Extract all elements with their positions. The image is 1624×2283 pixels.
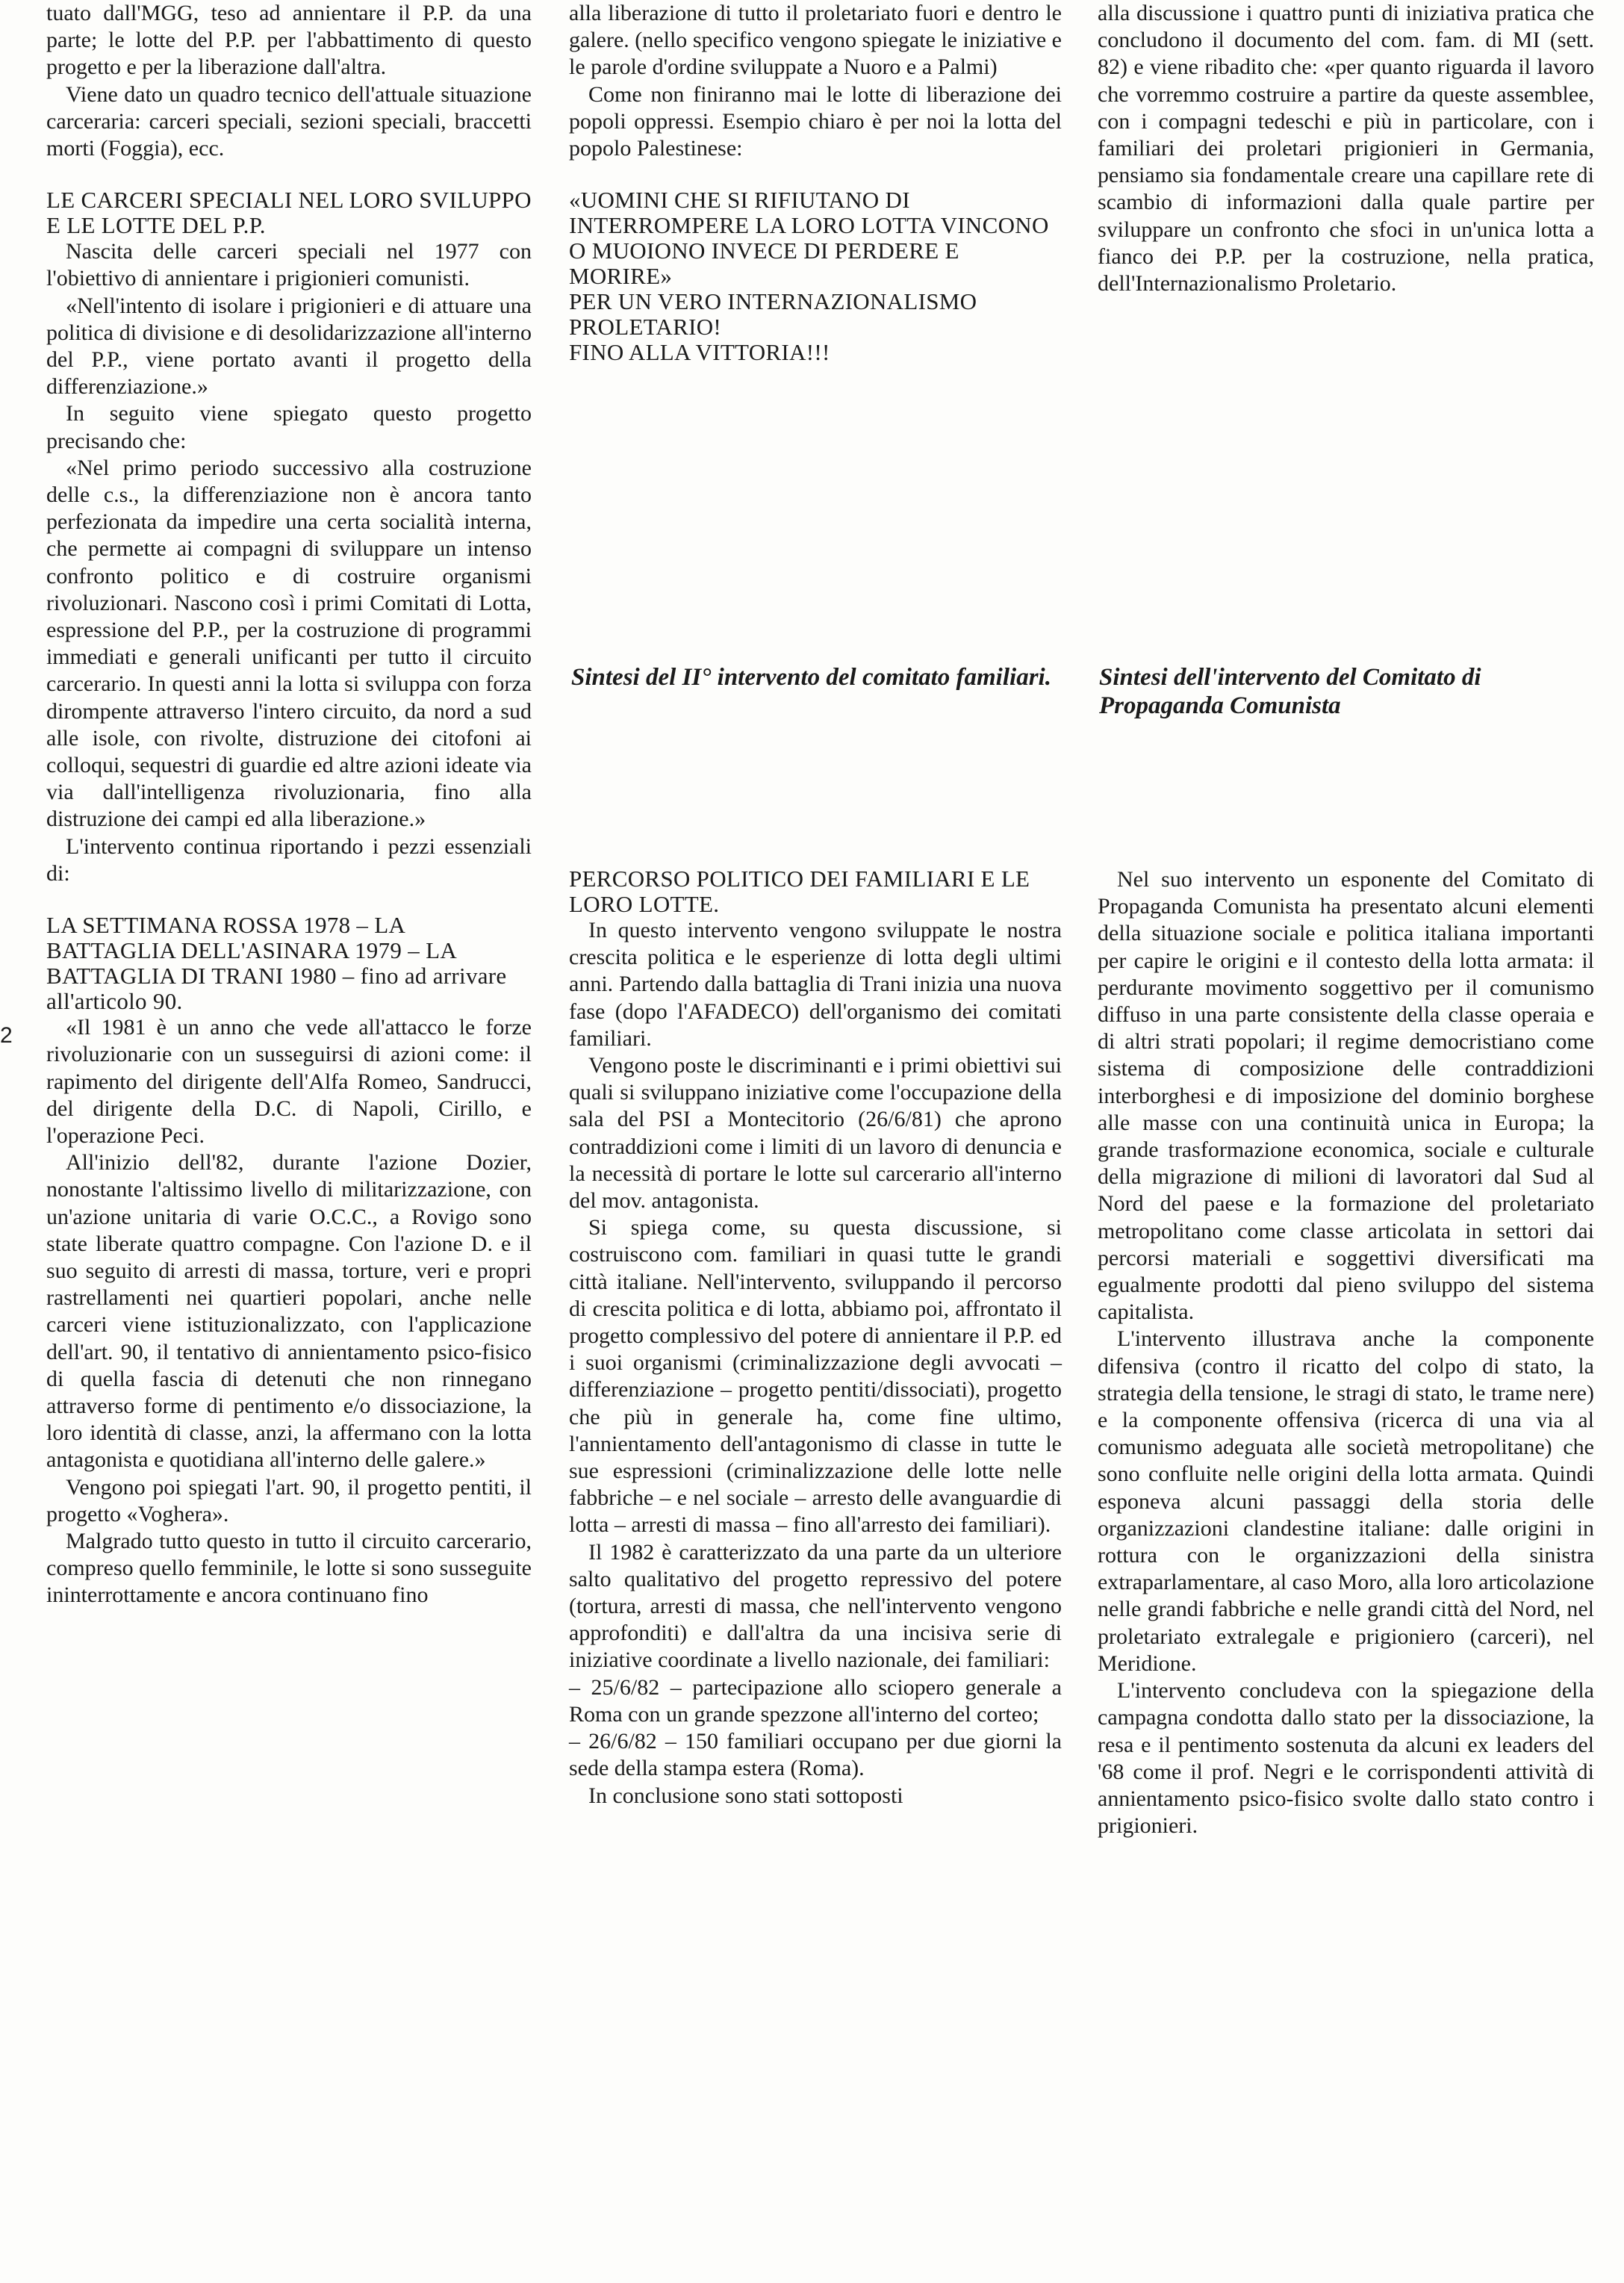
column-3-bottom (1098, 866, 1594, 1839)
paragraph: tuato dall'MGG, teso ad annientare il P.P. da una parte; le lotte del P.P. per l'abbattimento di questo progetto e per la liberazione dall'altra. (46, 1, 532, 80)
paragraph: Si spiega come, su questa discussione, si costruiscono com. familiari in quasi tutte le grandi città italiane. Nell'intervento, sviluppando il percorso di crescita politica e di lotta, abbiamo poi, affrontato il progetto complessivo del potere di annientare il P.P. ed i suoi organismi (criminalizzazione degli avvocati – differenziazione – progetto pentiti/dissociati), progetto che più in generale ha, come fine ultimo, l'annientamento dell'antagonismo di classe in tutte le sue espressioni (criminalizzazione delle lotte nelle fabbriche – e nel sociale – arresto delle avanguardie di lotta – arresti di massa – fino all'arresto dei familiari). (569, 1215, 1062, 1538)
paragraph: «Il 1981 è un anno che vede all'attacco le forze rivoluzionarie con un susseguirsi di azioni come: il rapimento del dirigente dell'Alfa Romeo, Sandrucci, del dirigente della D.C. di Napoli, Cirillo, e l'operazione Peci. (46, 1015, 532, 1148)
section-heading: LE CARCERI SPECIALI NEL LORO SVILUPPO E LE LOTTE DEL P.P. (46, 187, 532, 239)
paragraph: Nel suo intervento un esponente del Comitato di Propaganda Comunista ha presentato alcuni elementi della situazione sociale e politica italiana importanti per capire le origini e il contesto della lotta armata: il perdurante movimento soggettivo per il comunismo diffuso in una parte consistente della classe operaia e di altri strati popolari; il regime democristiano come sistema di composizione delle contraddizioni interborghesi e di imposizione del dominio borghese alle masse con una continuità unica in Europa; la grande trasformazione economica, sociale e culturale della migrazione di milioni di lavoratori dal Sud al Nord del paese e la formazione del proletariato metropolitano come classe articolata in settori dai percorsi materiali e soggettivi diversificati ma egualmente prodotti dal pieno sviluppo del sistema capitalista. (1098, 867, 1594, 1325)
paragraph: Come non finiranno mai le lotte di liberazione dei popoli oppressi. Esempio chiaro è per noi la lotta del popolo Palestinese: (569, 81, 1062, 161)
paragraph: Malgrado tutto questo in tutto il circuito carcerario, compreso quello femminile, le lotte si sono susseguite ininterrottamente e ancora continuano fino (46, 1528, 532, 1608)
paragraph: Vengono poste le discriminanti e i primi obiettivi sui quali si sviluppano iniziative come l'occupazione della sala del PSI a Montecitorio (26/6/81) che aprono contraddizioni come i limiti di un lavoro di denuncia e la necessità di portare le lotte sul carcerario all'interno del mov. antagonista. (569, 1053, 1062, 1214)
column-1 (46, 0, 532, 1609)
paragraph: L'intervento continua riportando i pezzi essenziali di: (46, 833, 532, 886)
paragraph: Vengono poi spiegati l'art. 90, il progetto pentiti, il progetto «Voghera». (46, 1474, 532, 1526)
column-2-bottom (569, 866, 1062, 1810)
paragraph: Il 1982 è caratterizzato da una parte da un ulteriore salto qualitativo del progetto repressivo del potere (tortura, arresti di massa, che nell'intervento vengono approfonditi) e dall'altra da una incisiva serie di iniziative coordinate a livello nazionale, dei familiari: (569, 1539, 1062, 1673)
paragraph: Viene dato un quadro tecnico dell'attuale situazione carceraria: carceri speciali, sezioni speciali, braccetti morti (Foggia), ecc. (46, 81, 532, 161)
column-2-top (569, 0, 1062, 365)
section-heading: LA SETTIMANA ROSSA 1978 – LA BATTAGLIA DELL'ASINARA 1979 – LA BATTAGLIA DI TRANI 1980 – fino ad arrivare all'articolo 90. (46, 912, 507, 1015)
paragraph: In questo intervento vengono sviluppate le nostra crescita politica e le esperienze di lotta degli ultimi anni. Partendo dalla battaglia di Trani inizia una nuova fase (dopo l'AFADECO) dell'organismo dei comitati familiari. (569, 918, 1062, 1051)
page-number: 2 (0, 1023, 13, 1048)
slogan: «UOMINI CHE SI RIFIUTANO DI INTERROMPERE LA LORO LOTTA VINCONO O MUOIONO INVECE DI PERDERE E MORIRE» (569, 187, 1049, 290)
paragraph: – 26/6/82 – 150 familiari occupano per due giorni la sede della stampa estera (Roma). (569, 1729, 1062, 1781)
paragraph: All'inizio dell'82, durante l'azione Dozier, nonostante l'altissimo livello di militarizzazione, con un'azione unitaria di varie O.C.C., a Rovigo sono state liberate quattro compagne. Con l'azione D. e il suo seguito di arresti di massa, torture, veri e propri rastrellamenti nei quartieri popolari, anche nelle carceri viene istituzionalizzato, con l'applicazione dell'art. 90, il tentativo di annientamento psico-fisico di quella fascia di detenuti che non rinnegano attraverso forme di pentimento e/o dissociazione, la loro identità di classe, anzi, la affermano con la lotta antagonista e quotidiana all'interno delle galere.» (46, 1150, 532, 1473)
paragraph: «Nel primo periodo successivo alla costruzione delle c.s., la differenziazione non è ancora tanto perfezionata da impedire una certa socialità interna, che permette ai compagni di sviluppare un intenso confronto politico e di costruire organismi rivoluzionari. Nascono così i primi Comitati di Lotta, espressione del P.P., per la costruzione di programmi immediati e generali unificanti per tutto il circuito carcerario. In questi anni la lotta si sviluppa con forza dirompente attraverso l'intero circuito, da nord a sud alle isole, con rivolte, distruzione dei citofoni ai colloqui, sequestri di guardie ed altre azioni ideate via via dall'intelligenza rivoluzionaria, fino alla distruzione dei campi ed alla liberazione.» (46, 455, 532, 832)
section-title-propaganda: Sintesi dell'intervento del Comitato di Propaganda Comunista (1099, 664, 1481, 719)
paragraph: In seguito viene spiegato questo progetto precisando che: (46, 401, 532, 453)
paragraph: L'intervento illustrava anche la componente difensiva (contro il ricatto del colpo di stato, la strategia della tensione, le stragi di stato, le trame nere) e la componente offensiva (ricerca di una via al comunismo adeguata alle società metropolitane) che sono confluite nelle origini della lotta armata. Quindi esponeva alcuni passaggi della storia delle organizzazioni clandestine italiane: dalle origini in rottura con le organizzazioni della sinistra extraparlamentare, al caso Moro, alla loro articolazione nelle grandi fabbriche e nelle grandi città del Nord, nel proletariato extralegale e prigioniero (carceri), nel Meridione. (1098, 1326, 1594, 1676)
section-heading: PERCORSO POLITICO DEI FAMILIARI E LE LORO LOTTE. (569, 866, 1030, 917)
paragraph: «Nell'intento di isolare i prigionieri e di attuare una politica di divisione e di desolidarizzazione all'interno del P.P., viene portato avanti il progetto della differenziazione.» (46, 293, 532, 400)
slogan: FINO ALLA VITTORIA!!! (569, 339, 830, 366)
paragraph: alla liberazione di tutto il proletariato fuori e dentro le galere. (nello specifico vengono spiegate le iniziative e le parole d'ordine sviluppate a Nuoro e a Palmi) (569, 1, 1062, 80)
paragraph: Nascita delle carceri speciali nel 1977 con l'obiettivo di annientare i prigionieri comunisti. (46, 239, 532, 291)
paragraph: – 25/6/82 – partecipazione allo sciopero generale a Roma con un grande spezzone all'interno del corteo; (569, 1674, 1062, 1727)
section-title-familiari: Sintesi del II° intervento del comitato familiari. (571, 664, 1051, 691)
paragraph: L'intervento concludeva con la spiegazione della campagna condotta dallo stato per la dissociazione, la resa e il pentimento sostenuta da alcuni ex leaders del '68 come il prof. Negri e le corrispondenti attività di annientamento psico-fisico svolte dallo stato contro i prigionieri. (1098, 1678, 1594, 1839)
slogan: PER UN VERO INTERNAZIONALISMO PROLETARIO! (569, 288, 977, 341)
column-3-top (1098, 0, 1594, 297)
paragraph: In conclusione sono stati sottoposti (588, 1783, 903, 1808)
paragraph: alla discussione i quattro punti di iniziativa pratica che concludono il documento del com. fam. di MI (sett. 82) e viene ribadito che: «per quanto riguarda il lavoro che vorremmo costruire a partire da queste assemblee, con i compagni tedeschi e più in particolare, con i familiari dei proletari prigionieri in Germania, pensiamo sia fondamentale creare una capillare rete di scambio di informazioni dalla quale partire per sviluppare un confronto che sfoci in un'unica lotta a fianco dei P.P. per la costruzione, nella pratica, dell'Internazionalismo Proletario. (1098, 1, 1594, 296)
